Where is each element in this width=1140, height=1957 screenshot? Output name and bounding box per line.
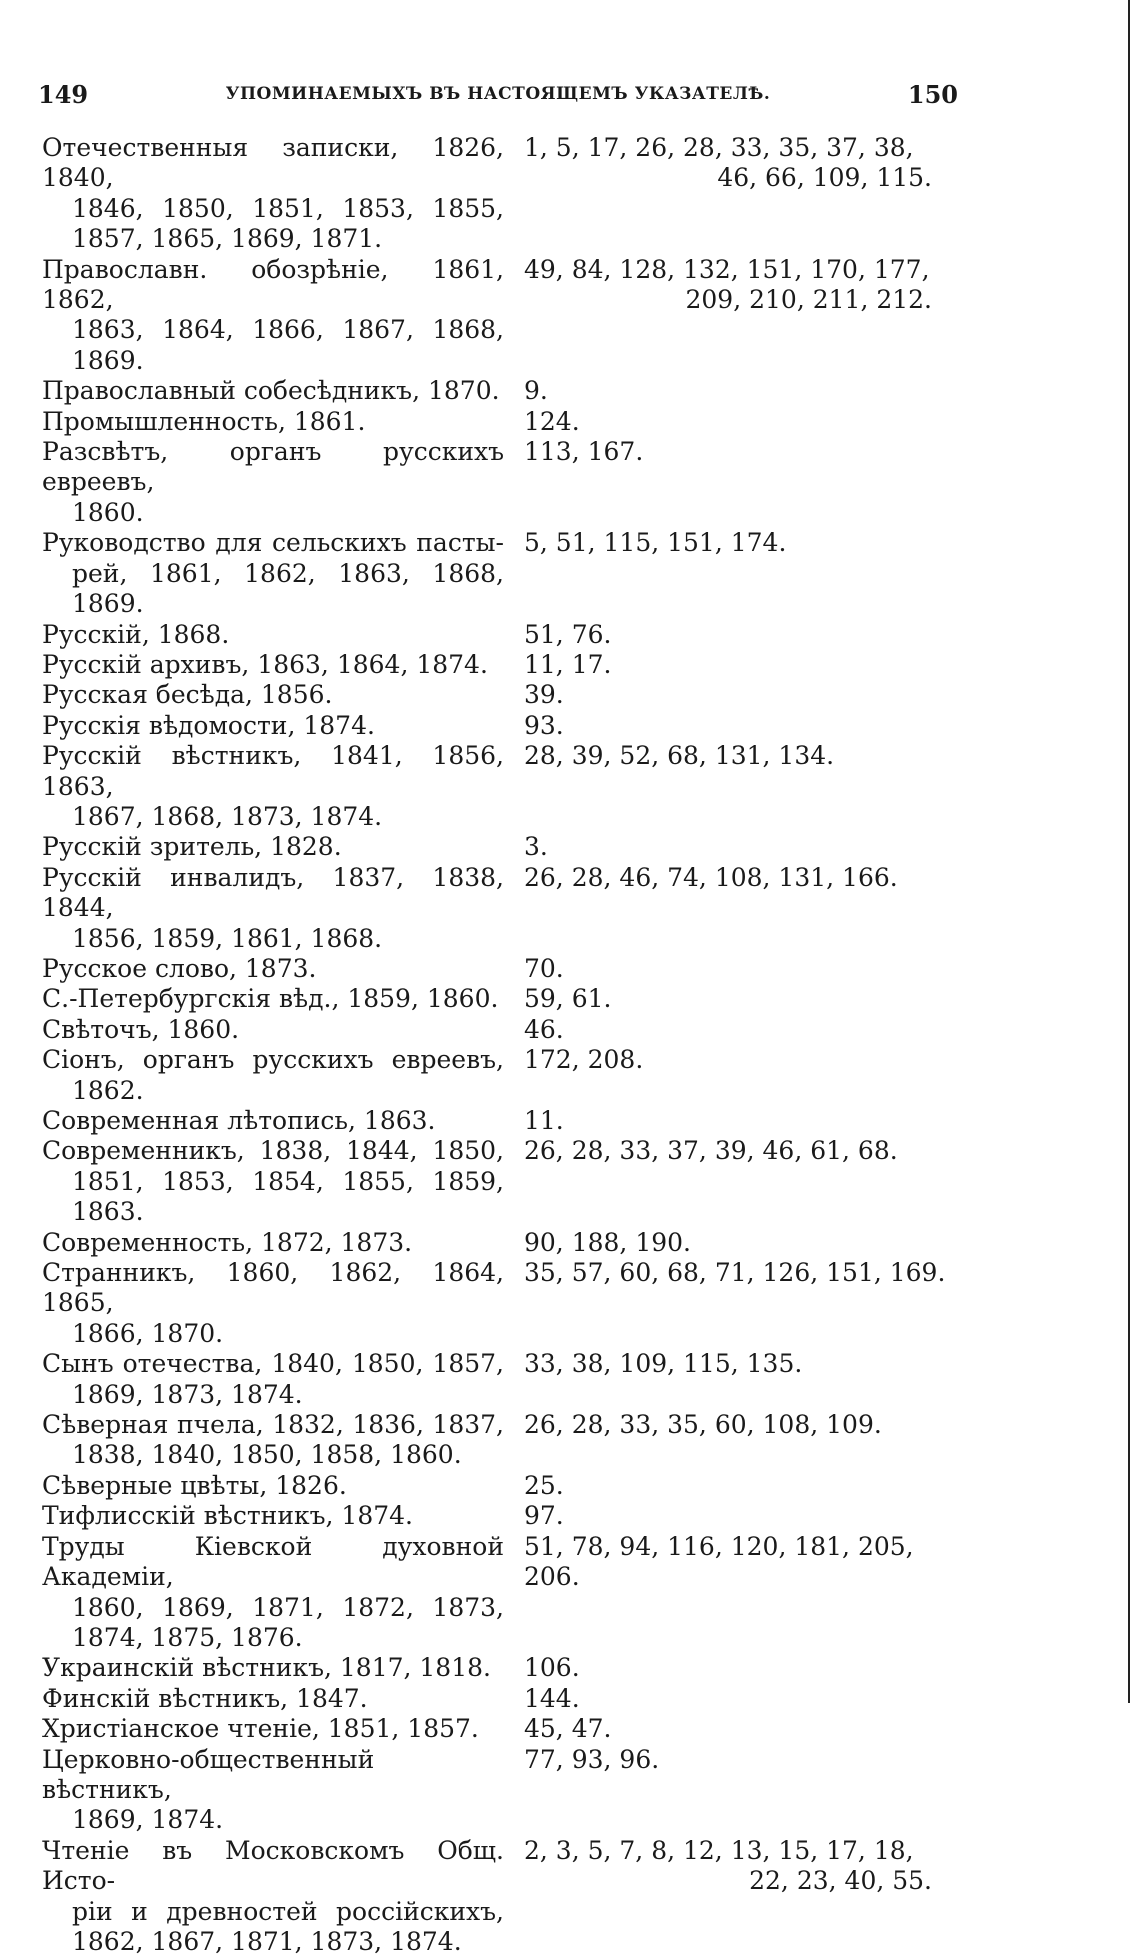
page-refs-line: 28, 39, 52, 68, 131, 134. xyxy=(524,741,835,771)
entry-title-line: Современная лѣтопись, 1863. xyxy=(42,1106,436,1135)
entry-title xyxy=(42,1745,504,1836)
entry-title-line: Тифлисскій вѣстникъ, 1874. xyxy=(42,1501,413,1531)
entry-page-refs xyxy=(524,1501,954,1531)
entry-title-line: Русскій зритель, 1828. xyxy=(42,832,342,862)
entry-title-line: 1863, 1864, 1866, 1867, 1868, xyxy=(72,315,504,345)
entry-title-line: 1862. xyxy=(72,1075,144,1105)
page-refs-line: 26, 28, 33, 37, 39, 46, 61, 68. xyxy=(524,1136,898,1166)
page-refs-line: 113, 167. xyxy=(524,437,644,467)
index-entry xyxy=(42,711,1002,741)
entry-title xyxy=(42,1836,504,1957)
entry-title-line: ріи и древностей россійскихъ, xyxy=(72,1896,504,1926)
entry-page-refs xyxy=(524,133,954,194)
index-entry xyxy=(42,528,1002,619)
entry-title xyxy=(42,1258,504,1349)
entry-page-refs xyxy=(524,1471,954,1501)
running-title: УПОМИНАЕМЫХЪ ВЪ НАСТОЯЩЕМЪ УКАЗАТЕЛѢ. xyxy=(225,84,771,104)
entry-title-line: С.-Петербургскія вѣд., 1859, 1860. xyxy=(42,984,499,1014)
entry-title-line: Разсвѣтъ, органъ русскихъ евреевъ, xyxy=(42,437,504,497)
entry-title-line: Сѣверные цвѣты, 1826. xyxy=(42,1470,347,1500)
index-entry xyxy=(42,1228,1002,1258)
index-entry xyxy=(42,437,1002,528)
entry-page-refs xyxy=(524,1745,954,1775)
entry-page-refs xyxy=(524,1349,954,1379)
page-refs-line: 209, 210, 211, 212. xyxy=(685,285,932,315)
entry-title-line: Промышленность, 1861. xyxy=(42,406,366,436)
index-entry xyxy=(42,1684,1002,1714)
index-entry xyxy=(42,1532,1002,1654)
entry-title-line: Чтеніе въ Московскомъ Общ. Исто- xyxy=(42,1835,504,1896)
entry-title-line: 1857, 1865, 1869, 1871. xyxy=(72,224,383,254)
entry-title-line: Русскія вѣдомости, 1874. xyxy=(42,710,375,740)
entry-page-refs xyxy=(524,1228,954,1258)
index-entry xyxy=(42,1349,1002,1410)
entry-title-line: Христіанское чтеніе, 1851, 1857. xyxy=(42,1714,479,1744)
page-refs-line: 93. xyxy=(524,710,564,740)
entry-title-line: Церковно-общественный вѣстникъ, xyxy=(42,1744,375,1804)
entry-page-refs xyxy=(524,1653,954,1683)
entry-page-refs xyxy=(524,863,954,893)
entry-title xyxy=(42,1532,504,1654)
page-refs-line: 39. xyxy=(524,680,564,710)
page-refs-line: 5, 51, 115, 151, 174. xyxy=(524,528,787,558)
entry-page-refs xyxy=(524,407,954,437)
index-entry xyxy=(42,1136,1002,1227)
entry-page-refs xyxy=(524,1714,954,1744)
right-page-number: 150 xyxy=(907,79,958,109)
index-entry xyxy=(42,1106,1002,1136)
entry-page-refs xyxy=(524,680,954,710)
entry-page-refs xyxy=(524,255,954,316)
index-entries xyxy=(42,133,1002,1957)
index-entry xyxy=(42,741,1002,832)
entry-page-refs xyxy=(524,1532,954,1593)
page-refs-line: 45, 47. xyxy=(524,1714,612,1744)
entry-title-line: Православный собесѣдникъ, 1870. xyxy=(42,376,500,406)
entry-title xyxy=(42,376,504,406)
page-refs-line: 46, 66, 109, 115. xyxy=(717,163,932,193)
entry-title-line: Русскій вѣстникъ, 1841, 1856, 1863, xyxy=(42,741,504,801)
page-refs-line: 59, 61. xyxy=(524,984,612,1014)
entry-title-line: рей, 1861, 1862, 1863, 1868, xyxy=(72,558,504,588)
entry-title-line: 1838, 1840, 1850, 1858, 1860. xyxy=(72,1440,462,1470)
entry-title-line: Русскій инвалидъ, 1837, 1838, 1844, xyxy=(42,862,504,923)
entry-title-line: 1866, 1870. xyxy=(72,1318,224,1348)
entry-title xyxy=(42,984,504,1014)
entry-title xyxy=(42,1410,504,1471)
index-entry xyxy=(42,1410,1002,1471)
index-entry xyxy=(42,1714,1002,1744)
page-refs-line: 144. xyxy=(524,1683,580,1713)
page-refs-line: 25. xyxy=(524,1470,564,1500)
page-refs-line: 26, 28, 46, 74, 108, 131, 166. xyxy=(524,862,898,892)
entry-title-line: 1860, 1869, 1871, 1872, 1873, xyxy=(72,1592,504,1622)
index-entry xyxy=(42,863,1002,954)
entry-title xyxy=(42,255,504,377)
index-entry xyxy=(42,407,1002,437)
entry-title xyxy=(42,1349,504,1410)
entry-title-line: Сіонъ, органъ русскихъ евреевъ, xyxy=(42,1045,504,1075)
entry-title-line: Руководство для сельскихъ пасты- xyxy=(42,528,504,558)
index-entry xyxy=(42,620,1002,650)
entry-title xyxy=(42,1045,504,1106)
index-entry xyxy=(42,954,1002,984)
index-entry xyxy=(42,1745,1002,1836)
entry-title-line: 1860. xyxy=(72,497,144,527)
entry-title xyxy=(42,1501,504,1531)
entry-title-line: 1846, 1850, 1851, 1853, 1855, xyxy=(72,193,504,223)
entry-page-refs xyxy=(524,984,954,1014)
entry-title xyxy=(42,741,504,832)
entry-title-line: Русскій, 1868. xyxy=(42,619,230,649)
entry-page-refs xyxy=(524,1836,954,1897)
running-header xyxy=(38,74,958,114)
entry-title xyxy=(42,528,504,619)
page-refs-line: 90, 188, 190. xyxy=(524,1227,691,1257)
entry-title xyxy=(42,1471,504,1501)
entry-title-line: Сынъ отечества, 1840, 1850, 1857, xyxy=(42,1349,504,1379)
entry-page-refs xyxy=(524,1684,954,1714)
page-refs-line: 1, 5, 17, 26, 28, 33, 35, 37, 38, xyxy=(524,133,914,162)
index-entry xyxy=(42,1258,1002,1349)
index-entry xyxy=(42,1501,1002,1531)
index-entry xyxy=(42,376,1002,406)
entry-page-refs xyxy=(524,1258,954,1288)
entry-title-line: Финскій вѣстникъ, 1847. xyxy=(42,1683,368,1713)
page-refs-line: 26, 28, 33, 35, 60, 108, 109. xyxy=(524,1410,882,1440)
entry-title-line: 1851, 1853, 1854, 1855, 1859, xyxy=(72,1166,504,1196)
index-entry xyxy=(42,650,1002,680)
page-refs-line: 49, 84, 128, 132, 151, 170, 177, xyxy=(524,254,930,284)
entry-title xyxy=(42,650,504,680)
page-refs-line: 97. xyxy=(524,1501,564,1531)
entry-page-refs xyxy=(524,376,954,406)
page-refs-line: 124. xyxy=(524,406,580,436)
entry-title-line: Православн. обозрѣніе, 1861, 1862, xyxy=(42,254,504,315)
entry-title xyxy=(42,1684,504,1714)
page-refs-line: 22, 23, 40, 55. xyxy=(749,1866,932,1896)
entry-page-refs xyxy=(524,620,954,650)
index-entry xyxy=(42,133,1002,255)
entry-title xyxy=(42,133,504,255)
page-refs-line: 11. xyxy=(524,1106,564,1135)
entry-title-line: Русскій архивъ, 1863, 1864, 1874. xyxy=(42,649,488,679)
page-refs-line: 51, 76. xyxy=(524,619,612,649)
page-refs-line: 2, 3, 5, 7, 8, 12, 13, 15, 17, 18, xyxy=(524,1835,914,1865)
entry-title-line: Труды Кіевской духовной Академіи, xyxy=(42,1531,504,1592)
entry-title-line: Отечественныя записки, 1826, 1840, xyxy=(42,133,504,193)
page-edge-rule xyxy=(1128,0,1130,1703)
page-refs-line: 77, 93, 96. xyxy=(524,1744,660,1774)
index-entry xyxy=(42,1653,1002,1683)
entry-title xyxy=(42,832,504,862)
index-entry xyxy=(42,832,1002,862)
index-entry xyxy=(42,680,1002,710)
entry-title-line: Русская бесѣда, 1856. xyxy=(42,680,333,710)
entry-page-refs xyxy=(524,832,954,862)
entry-title-line: 1869, 1873, 1874. xyxy=(72,1379,303,1409)
entry-page-refs xyxy=(524,650,954,680)
index-entry xyxy=(42,1471,1002,1501)
entry-title-line: 1869. xyxy=(72,345,144,375)
entry-page-refs xyxy=(524,741,954,771)
entry-title xyxy=(42,1653,504,1683)
entry-title xyxy=(42,407,504,437)
entry-title-line: 1869. xyxy=(72,589,144,619)
entry-title xyxy=(42,1714,504,1744)
entry-title xyxy=(42,680,504,710)
page-refs-line: 172, 208. xyxy=(524,1045,644,1075)
page-refs-line: 70. xyxy=(524,953,564,983)
entry-title-line: Свѣточъ, 1860. xyxy=(42,1014,240,1044)
page-refs-line: 106. xyxy=(524,1653,580,1683)
entry-page-refs xyxy=(524,1015,954,1045)
page-refs-line: 35, 57, 60, 68, 71, 126, 151, 169. xyxy=(524,1258,946,1288)
entry-title xyxy=(42,863,504,954)
index-entry xyxy=(42,1015,1002,1045)
entry-title-line: Украинскій вѣстникъ, 1817, 1818. xyxy=(42,1653,491,1683)
entry-title-line: Русское слово, 1873. xyxy=(42,953,317,983)
entry-title xyxy=(42,1136,504,1227)
entry-title-line: 1874, 1875, 1876. xyxy=(72,1622,303,1652)
entry-title-line: 1862, 1867, 1871, 1873, 1874. xyxy=(72,1926,462,1956)
page-refs-line: 11, 17. xyxy=(524,649,612,679)
page-refs-line: 46. xyxy=(524,1014,564,1044)
left-page-number: 149 xyxy=(38,79,89,109)
entry-title-line: Сѣверная пчела, 1832, 1836, 1837, xyxy=(42,1410,504,1440)
entry-title-line: Странникъ, 1860, 1862, 1864, 1865, xyxy=(42,1258,504,1318)
index-entry xyxy=(42,255,1002,377)
entry-page-refs xyxy=(524,1106,954,1136)
entry-page-refs xyxy=(524,711,954,741)
entry-page-refs xyxy=(524,528,954,558)
index-entry xyxy=(42,1836,1002,1957)
entry-title xyxy=(42,437,504,528)
entry-page-refs xyxy=(524,1136,954,1166)
entry-title-line: 1867, 1868, 1873, 1874. xyxy=(72,801,383,831)
entry-title-line: 1863. xyxy=(72,1197,144,1227)
page-refs-line: 51, 78, 94, 116, 120, 181, 205, 206. xyxy=(524,1531,914,1592)
entry-title xyxy=(42,711,504,741)
entry-page-refs xyxy=(524,954,954,984)
entry-page-refs xyxy=(524,437,954,467)
page-refs-line: 9. xyxy=(524,376,548,406)
page-refs-line: 33, 38, 109, 115, 135. xyxy=(524,1349,803,1379)
entry-title-line: 1869, 1874. xyxy=(72,1805,224,1835)
entry-page-refs xyxy=(524,1045,954,1075)
entry-title xyxy=(42,954,504,984)
entry-title-line: Современность, 1872, 1873. xyxy=(42,1227,413,1257)
entry-title-line: 1856, 1859, 1861, 1868. xyxy=(72,923,383,953)
entry-title-line: Современникъ, 1838, 1844, 1850, xyxy=(42,1136,504,1166)
page-refs-line: 3. xyxy=(524,832,548,862)
index-entry xyxy=(42,1045,1002,1106)
entry-page-refs xyxy=(524,1410,954,1440)
entry-title xyxy=(42,1228,504,1258)
entry-title xyxy=(42,1106,504,1136)
index-entry xyxy=(42,984,1002,1014)
entry-title xyxy=(42,1015,504,1045)
entry-title xyxy=(42,620,504,650)
